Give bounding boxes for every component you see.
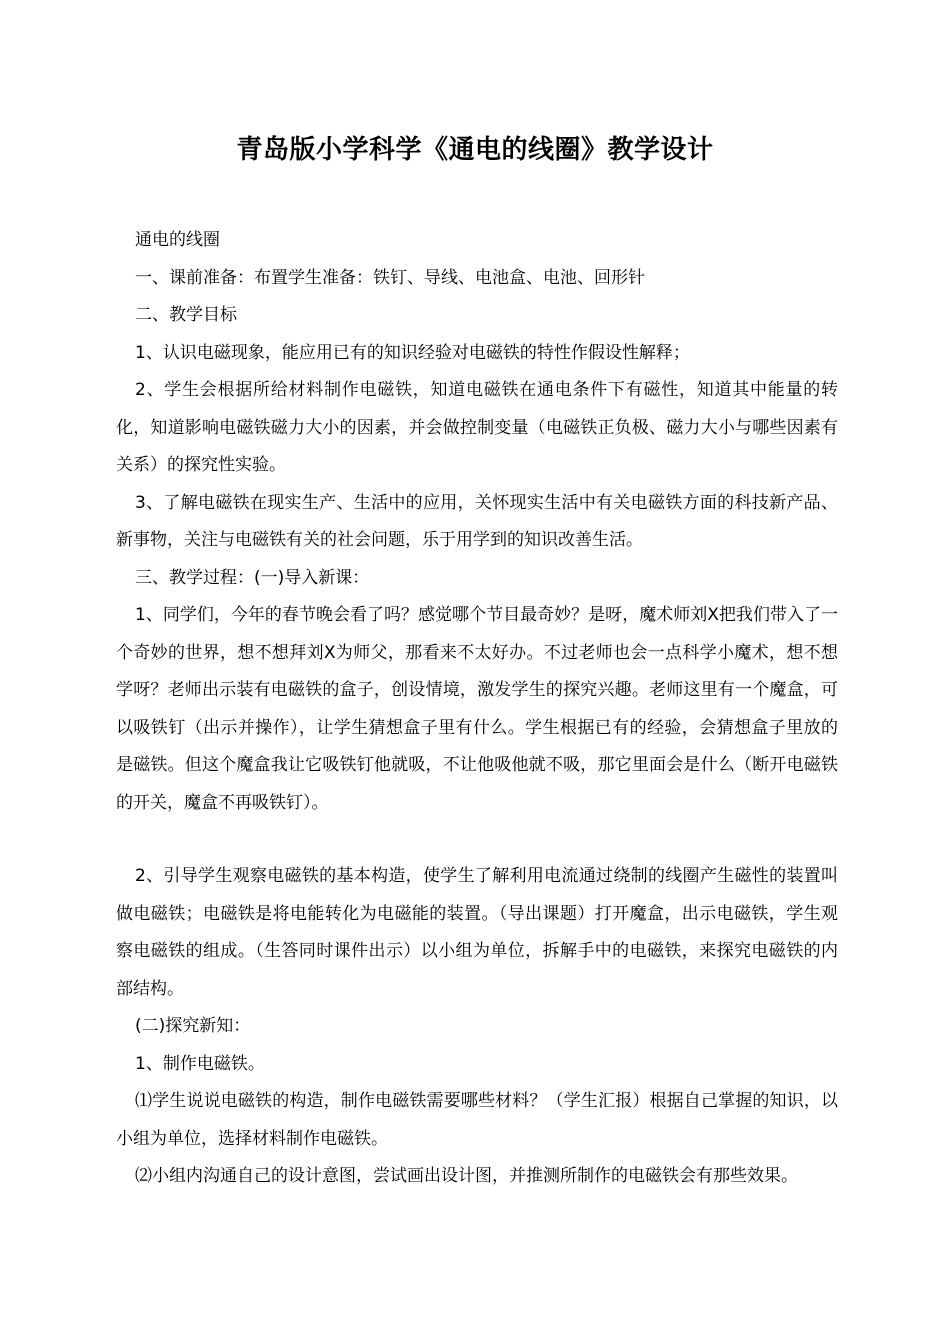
paragraph-intro-step-1: 1、同学们，今年的春节晚会看了吗？感觉哪个节目最奇妙？是呀，魔术师刘X把我们带入了一个奇妙的世界，想不想拜刘X为师父，那看来不太好办。不过老师也会一点科学小魔术，想不想学呀？老师出示装有电磁铁的盒子，创设情境，激发学生的探究兴趣。老师这里有一个魔盒，可以吸铁钉（出示并操作），让学生猜想盒子里有什么。学生根据已有的经验，会猜想盒子里放的是磁铁。但这个魔盒我让它吸铁钉他就吸，不让他吸他就不吸，那它里面会是什么（断开电磁铁的开关，魔盒不再吸铁钉）。: [116, 605, 838, 813]
paragraph-explore-heading: (二)探究新知：: [135, 1016, 251, 1036]
paragraph-substep-2: ⑵小组内沟通自己的设计意图，尝试画出设计图，并推测所制作的电磁铁会有那些效果。: [135, 1166, 798, 1186]
paragraph-goal-1: 1、认识电磁现象，能应用已有的知识经验对电磁铁的特性作假设性解释；: [135, 342, 690, 363]
document-title: 青岛版小学科学《通电的线圈》教学设计: [236, 135, 714, 165]
paragraph-intro-step-2: 2、引导学生观察电磁铁的基本构造，使学生了解利用电流通过绕制的线圈产生磁性的装置叫做电磁铁；电磁铁是将电能转化为电磁能的装置。（导出课题）打开魔盒，出示电磁铁，学生观察电磁铁的组成。（生答同时课件出示）以小组为单位，拆解手中的电磁铁，来探究电磁铁的内部结构。: [116, 866, 838, 999]
paragraph-goal-2: 2、学生会根据所给材料制作电磁铁，知道电磁铁在通电条件下有磁性，知道其中能量的转化，知道影响电磁铁磁力大小的因素，并会做控制变量（电磁铁正负极、磁力大小与哪些因素有关系）的探究性实验。: [116, 380, 838, 475]
paragraph-process-heading: 三、教学过程：(一)导入新课：: [135, 567, 370, 588]
paragraph-lesson-name: 通电的线圈: [135, 230, 220, 250]
paragraph-goal-3: 3、了解电磁铁在现实生产、生活中的应用，关怀现实生活中有关电磁铁方面的科技新产品、新事物，关注与电磁铁有关的社会问题，乐于用学到的知识改善生活。: [116, 492, 838, 550]
paragraph-goals-heading: 二、教学目标: [135, 305, 237, 325]
paragraph-preparation: 一、课前准备：布置学生准备：铁钉、导线、电池盒、电池、回形针: [135, 267, 645, 288]
paragraph-substep-1: ⑴学生说说电磁铁的构造，制作电磁铁需要哪些材料？（学生汇报）根据自己掌握的知识，以小组为单位，选择材料制作电磁铁。: [116, 1091, 838, 1149]
paragraph-make-electromagnet: 1、制作电磁铁。: [135, 1053, 265, 1074]
document-body: [116, 222, 838, 1196]
